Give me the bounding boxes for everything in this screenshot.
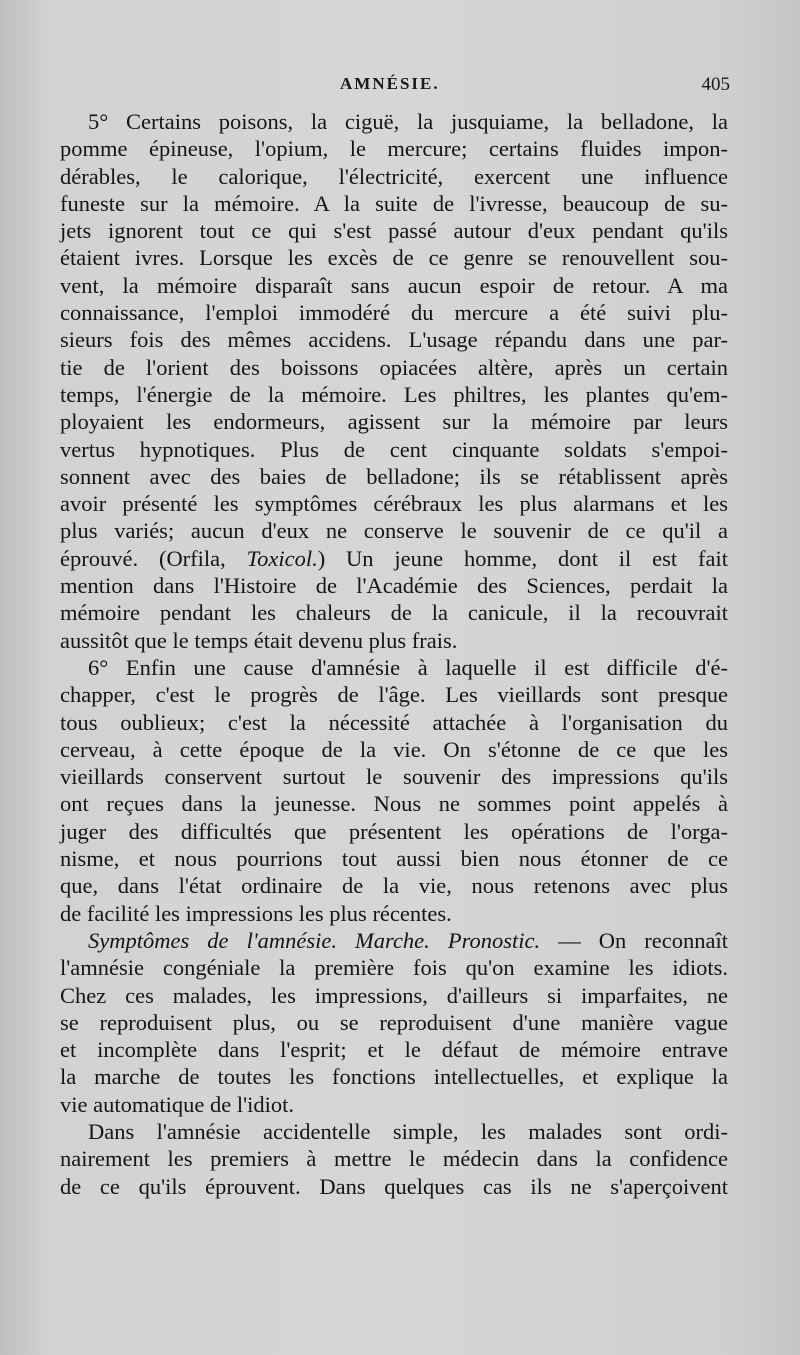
text-line: nairement les premiers à mettre le médecin dans la confidence (60, 1146, 728, 1172)
text-line: tie de l'orient des boissons opiacées altère, après un certain (60, 354, 728, 380)
text-line: mémoire pendant les chaleurs de la canicule, il la recouvrait (60, 600, 728, 626)
body-text (60, 108, 728, 1200)
text-line-orfila (60, 545, 728, 572)
paragraph-age (60, 654, 728, 927)
text-line: et incomplète dans l'esprit; et le défaut de mémoire entrave (60, 1037, 728, 1063)
text-line: mention dans l'Histoire de l'Académie des Sciences, perdait la (60, 573, 728, 599)
text-line: avoir présenté les symptômes cérébraux les plus alarmans et les (60, 491, 728, 517)
text-line: pomme épineuse, l'opium, le mercure; certains fluides impon- (60, 136, 728, 162)
text-line: vertus hypnotiques. Plus de cent cinquante soldats s'empoi- (60, 436, 728, 462)
text-line: sieurs fois des mêmes accidens. L'usage répandu dans une par- (60, 327, 728, 353)
text-line: chapper, c'est le progrès de l'âge. Les vieillards sont presque (60, 682, 728, 708)
text-line: vent, la mémoire disparaît sans aucun espoir de retour. A ma (60, 272, 728, 298)
text-line: se reproduisent plus, ou se reproduisent d'une manière vague (60, 1009, 728, 1035)
text-line: la marche de toutes les fonctions intellectuelles, et explique la (60, 1064, 728, 1090)
text-line: étaient ivres. Lorsque les excès de ce genre se renouvellent sou- (60, 245, 728, 271)
orfila-after: ) Un jeune homme, dont il est fait (317, 545, 728, 571)
paragraph-accidental (60, 1118, 728, 1200)
text-line: sonnent avec des baies de belladone; ils se rétablissent après (60, 463, 728, 489)
text-line: temps, l'énergie de la mémoire. Les philtres, les plantes qu'em- (60, 381, 728, 407)
text-line: vieillards conservent surtout le souvenir des impressions qu'ils (60, 764, 728, 790)
running-title: AMNÉSIE. (340, 74, 440, 93)
text-line: funeste sur la mémoire. A la suite de l'ivresse, beaucoup de su- (60, 190, 728, 216)
text-line: ont reçues dans la jeunesse. Nous ne sommes point appelés à (60, 791, 728, 817)
section-heading-after: — On reconnaît (540, 927, 728, 953)
text-line: aussitôt que le temps était devenu plus frais. (60, 627, 458, 653)
text-line: plus variés; aucun d'eux ne conserve le souvenir de ce qu'il a (60, 518, 728, 544)
section-heading: Symptômes de l'amnésie. Marche. Pronostic. (88, 927, 541, 953)
text-line: 6° Enfin une cause d'amnésie à laquelle il est difficile d'é- (88, 654, 728, 680)
text-line: de facilité les impressions les plus récentes. (60, 900, 452, 926)
text-line: juger des difficultés que présentent les opérations de l'orga- (60, 818, 728, 844)
page-number: 405 (701, 74, 730, 95)
text-line: Dans l'amnésie accidentelle simple, les malades sont ordi- (88, 1118, 728, 1144)
text-line: Chez ces malades, les impressions, d'ailleurs si imparfaites, ne (60, 982, 728, 1008)
page-header (60, 74, 730, 102)
text-line: l'amnésie congéniale la première fois qu'on examine les idiots. (60, 955, 728, 981)
text-line: tous oublieux; c'est la nécessité attachée à l'organisation du (60, 709, 728, 735)
text-line: nisme, et nous pourrions tout aussi bien nous étonner de ce (60, 846, 728, 872)
text-line: ployaient les endormeurs, agissent sur la mémoire par leurs (60, 409, 728, 435)
orfila-citation: Toxicol. (246, 545, 318, 571)
text-line: cerveau, à cette époque de la vie. On s'étonne de ce que les (60, 736, 728, 762)
paragraph-poisons (60, 108, 728, 654)
text-line: 5° Certains poisons, la ciguë, la jusquiame, la belladone, la (88, 109, 728, 134)
text-line: dérables, le calorique, l'électricité, exercent une influence (60, 163, 728, 189)
text-line: que, dans l'état ordinaire de la vie, nous retenons avec plus (60, 873, 728, 899)
text-line: de ce qu'ils éprouvent. Dans quelques cas ils ne s'aperçoivent (60, 1173, 728, 1199)
text-line: jets ignorent tout ce qui s'est passé autour d'eux pendant qu'ils (60, 218, 728, 244)
text-line: connaissance, l'emploi immodéré du mercure a été suivi plu- (60, 300, 728, 326)
paragraph-symptoms (60, 927, 728, 1118)
text-line: vie automatique de l'idiot. (60, 1091, 294, 1117)
orfila-before: éprouvé. (Orfila, (60, 545, 247, 571)
text-line-section-heading (60, 927, 728, 954)
